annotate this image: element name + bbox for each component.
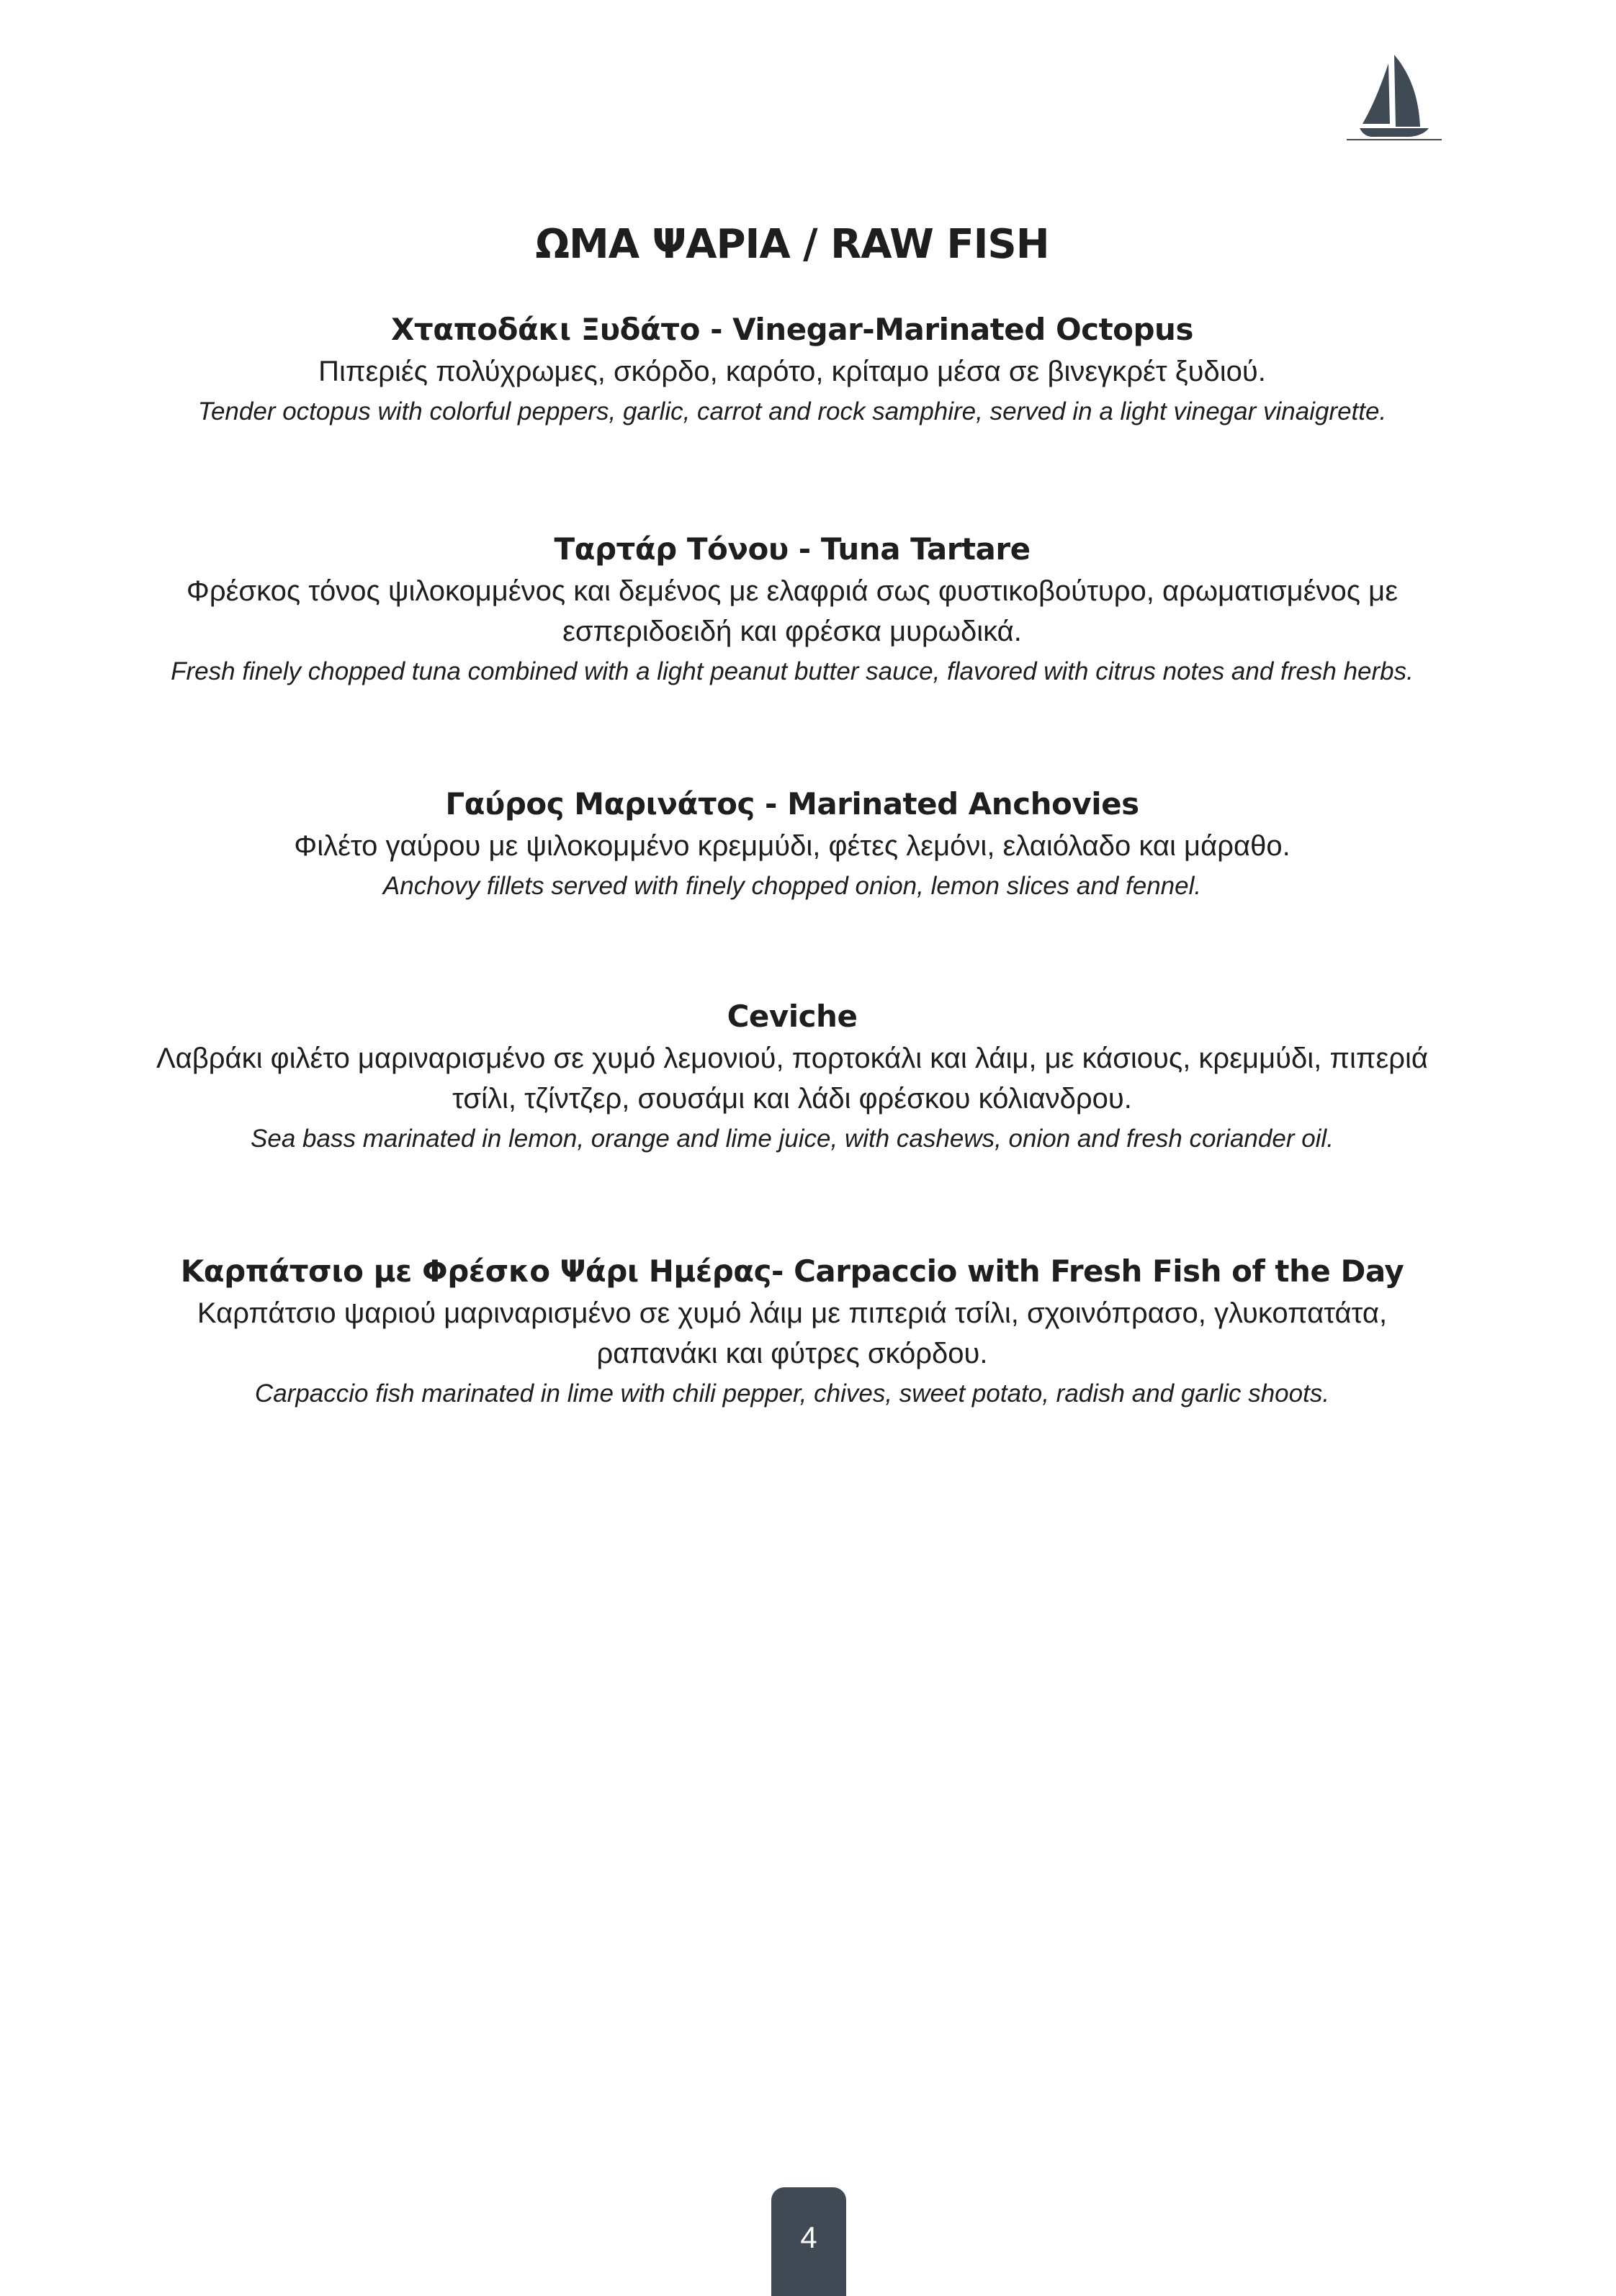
dish-description-greek: Λαβράκι φιλέτο μαριναρισμένο σε χυμό λεμονιού, πορτοκάλι και λάιμ, με κάσιους, κρεμμύδι, πιπεριά τσίλι, τζίντζερ, σουσάμι και λάδι φρέσκου κόλιανδρου. bbox=[156, 1043, 1429, 1115]
dish-carpaccio bbox=[0, 1250, 1584, 1414]
dish-ceviche bbox=[0, 995, 1584, 1159]
page-title: ΩΜΑ ΨΑΡΙΑ / RAW FISH bbox=[535, 221, 1049, 268]
dish-description-greek: Φρέσκος τόνος ψιλοκομμένος και δεμένος με ελαφριά σως φυστικοβούτυρο, αρωματισμένος με εσπεριδοειδή και φρέσκα μυρωδικά. bbox=[186, 575, 1399, 647]
page-number-tab bbox=[771, 2187, 846, 2296]
page-number: 4 bbox=[800, 2220, 817, 2254]
dish-anchovies bbox=[0, 783, 1584, 906]
dish-description-english: Sea bass marinated in lemon, orange and lime juice, with cashews, onion and fresh coriander oil. bbox=[251, 1125, 1334, 1153]
dish-octopus bbox=[0, 308, 1584, 432]
dish-name: Χταποδάκι Ξυδάτο - Vinegar-Marinated Octopus bbox=[391, 312, 1193, 347]
dish-description-greek: Φιλέτο γαύρου με ψιλοκομμένο κρεμμύδι, φέτες λεμόνι, ελαιόλαδο και μάραθο. bbox=[294, 830, 1290, 862]
dish-description-english: Anchovy fillets served with finely chopped onion, lemon slices and fennel. bbox=[382, 872, 1202, 900]
dish-name: Ceviche bbox=[727, 999, 858, 1034]
dish-description-english: Carpaccio fish marinated in lime with chili pepper, chives, sweet potato, radish and garlic shoots. bbox=[254, 1379, 1330, 1408]
dish-description-english: Fresh finely chopped tuna combined with a light peanut butter sauce, flavored with citrus notes and fresh herbs. bbox=[171, 657, 1414, 685]
dish-name: Γαύρος Μαρινάτος - Marinated Anchovies bbox=[445, 786, 1139, 821]
dish-description-greek: Πιπεριές πολύχρωμες, σκόρδο, καρότο, κρίταμο μέσα σε βινεγκρέτ ξυδιού. bbox=[318, 356, 1266, 387]
dish-name: Καρπάτσιο με Φρέσκο Ψάρι Ημέρας- Carpaccio with Fresh Fish of the Day bbox=[180, 1253, 1404, 1289]
dish-description-english: Tender octopus with colorful peppers, garlic, carrot and rock samphire, served in a light vinegar vinaigrette. bbox=[197, 397, 1387, 426]
dish-description-greek: Καρπάτσιο ψαριού μαριναρισμένο σε χυμό λάιμ με πιπεριά τσίλι, σχοινόπρασο, γλυκοπατάτα, ραπανάκι και φύτρες σκόρδου. bbox=[197, 1297, 1388, 1369]
dish-name: Ταρτάρ Τόνου - Tuna Tartare bbox=[554, 531, 1031, 567]
dish-tuna-tartare bbox=[0, 528, 1584, 692]
sailboat-icon bbox=[1344, 52, 1445, 141]
